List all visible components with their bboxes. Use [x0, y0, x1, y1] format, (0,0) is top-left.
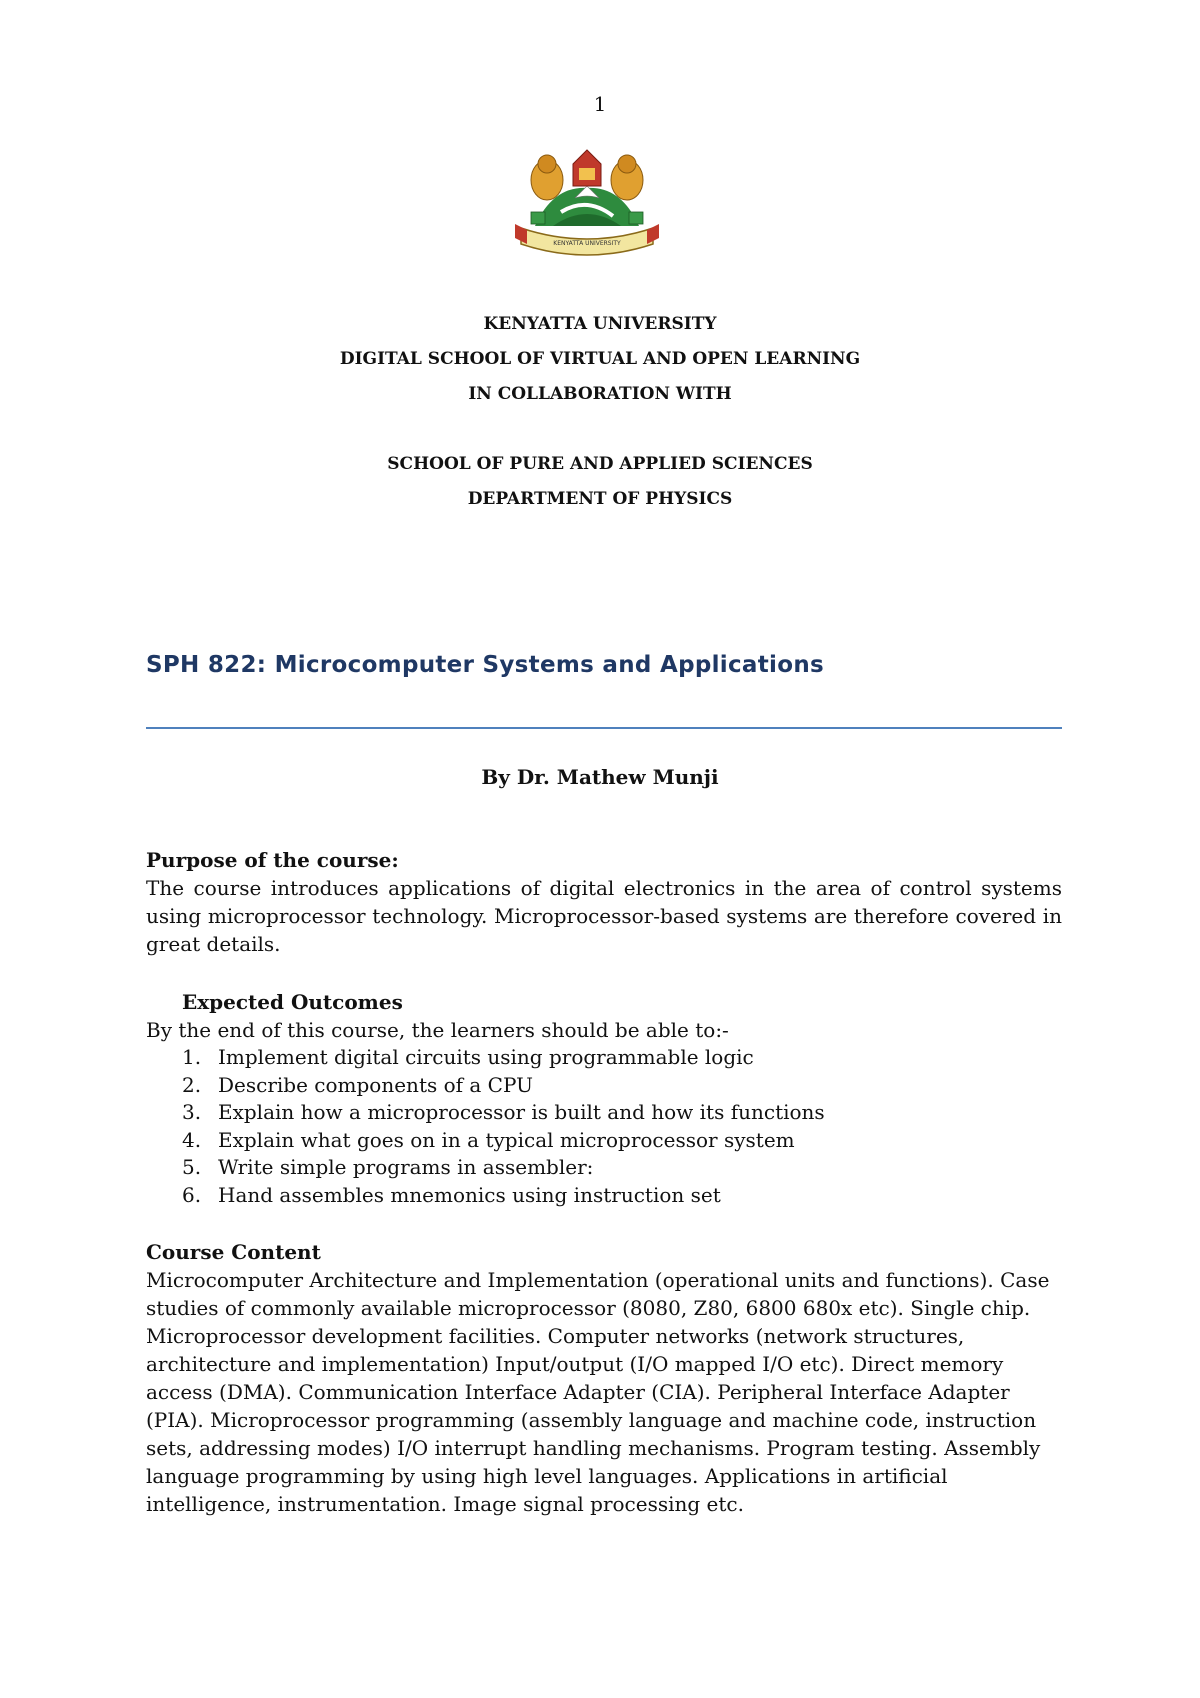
department-name: DEPARTMENT OF PHYSICS	[467, 489, 733, 509]
list-item: 6. Hand assembles mnemonics using instruction set	[182, 1182, 721, 1207]
list-item: 1. Implement digital circuits using programmable logic	[182, 1045, 754, 1069]
page-number: 1	[593, 92, 607, 116]
university-name: KENYATTA UNIVERSITY	[483, 314, 717, 334]
school-name: DIGITAL SCHOOL OF VIRTUAL AND OPEN LEARNING	[339, 349, 861, 369]
university-crest-logo	[513, 146, 661, 264]
outcomes-list	[146, 1044, 1062, 1209]
collaboration-line: IN COLLABORATION WITH	[468, 384, 732, 404]
content-heading: Course Content	[146, 1240, 321, 1264]
title-divider	[146, 727, 1062, 729]
crest-ribbon-text: KENYATTA UNIVERSITY	[553, 240, 621, 247]
purpose-text: The course introduces applications of digital electronics in the area of control systems using microprocessor technology. Microprocessor-based systems are therefore covered in great details.	[146, 876, 1062, 956]
course-title: SPH 822: Microcomputer Systems and Applications	[146, 652, 824, 678]
outcomes-heading: Expected Outcomes	[182, 990, 403, 1014]
list-item: 4. Explain what goes on in a typical microprocessor system	[182, 1127, 795, 1152]
purpose-heading: Purpose of the course:	[146, 848, 399, 872]
list-item: 3. Explain how a microprocessor is built and how its functions	[182, 1100, 825, 1124]
content-text: Microcomputer Architecture and Implementation (operational units and functions). Case studies of commonly available microprocessor (8080, Z80, 6800 680x etc). Single chip. Microprocessor development facilities. Computer networks (network structures, architecture and implementation) Input/output (I/O mapped I/O etc). Direct memory access (DMA). Communication Interface Adapter (CIA). Peripheral Interface Adapter (PIA). Microprocessor programming (assembly language and machine code, instruction sets, addressing modes) I/O interrupt handling mechanisms. Program testing. Assembly language programming by using high level languages. Applications in artificial intelligence, instrumentation. Image signal processing etc.	[146, 1268, 1050, 1516]
author-line: By Dr. Mathew Munji	[481, 765, 719, 789]
outcomes-intro: By the end of this course, the learners should be able to:-	[146, 1018, 729, 1042]
list-item: 5. Write simple programs in assembler:	[182, 1155, 594, 1179]
partner-school-name: SCHOOL OF PURE AND APPLIED SCIENCES	[387, 454, 813, 474]
list-item: 2. Describe components of a CPU	[182, 1072, 533, 1097]
